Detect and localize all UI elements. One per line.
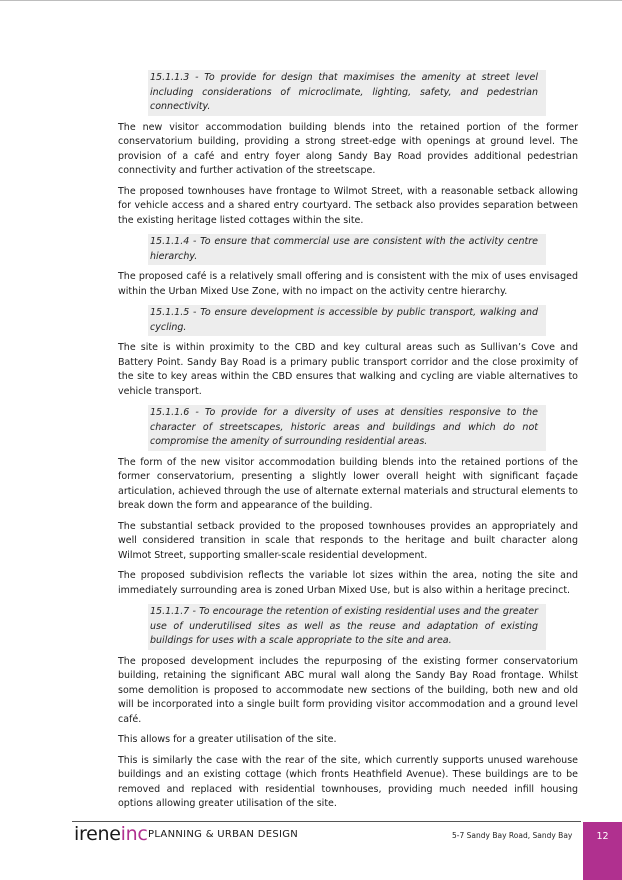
page-number: 12 (583, 822, 622, 880)
brand-tagline: PLANNING & URBAN DESIGN (148, 829, 299, 840)
objective-15-1-1-4: 15.1.1.4 - To ensure that commercial use are consistent with the activity centre hierarchy. (148, 234, 546, 265)
paragraph: This allows for a greater utilisation of the site. (118, 734, 337, 745)
objective-15-1-1-6: 15.1.1.6 - To provide for a diversity of uses at densities responsive to the character of streetscapes, historic areas and buildings and which do not compromise the amenity of surrounding residential areas. (148, 405, 546, 451)
logo-text-inc: inc (120, 823, 148, 845)
paragraph: The form of the new visitor accommodation building blends into the retained portions of the former conservatorium, presenting a slightly lower overall height with significant façade articulation, achieved through the use of alternate external materials and structural elements to break down the form and appearance of the building. (118, 456, 578, 511)
logo-text-irene: irene (74, 823, 121, 845)
top-rule (0, 0, 622, 1)
paragraph: The new visitor accommodation building blends into the retained portion of the former conservatorium building, providing a strong street-edge with openings at ground level. The provision of a café and entry foyer along Sandy Bay Road provides additional pedestrian connectivity and further activation of the streetscape. (118, 121, 578, 176)
paragraph: This is similarly the case with the rear of the site, which currently supports unused warehouse buildings and an existing cottage (which fronts Heathfield Avenue). These buildings are to be removed and replaced with residential townhouses, providing much needed infill housing options allowing greater utilisation of the site. (118, 754, 578, 809)
paragraph: The site is within proximity to the CBD and key cultural areas such as Sullivan’s Cove and Battery Point. Sandy Bay Road is a primary public transport corridor and the close proximity of the site to key areas within the CBD ensures that walking and cycling are viable alternatives to vehicle transport. (118, 342, 578, 397)
paragraph: The proposed development includes the repurposing of the existing former conservatorium building, retaining the significant ABC mural wall along the Sandy Bay Road frontage. Whilst some demolition is proposed to accommodate new sections of the building, both new and old will be incorporated into a single built form providing visitor accommodation and a ground level café. (118, 655, 578, 725)
objective-15-1-1-7: 15.1.1.7 - To encourage the retention of existing residential uses and the greater use of underutilised sites as well as the reuse and adaptation of existing buildings for uses with a scale appropriate to the site and area. (148, 604, 546, 650)
paragraph: The proposed townhouses have frontage to Wilmot Street, with a reasonable setback allowing for vehicle access and a shared entry courtyard. The setback also provides separation between the existing heritage listed cottages within the site. (118, 185, 578, 226)
objective-15-1-1-5: 15.1.1.5 - To ensure development is accessible by public transport, walking and cycling. (148, 305, 546, 336)
company-logo (74, 824, 147, 844)
footer-rule (72, 821, 581, 822)
document-body (118, 70, 578, 818)
paragraph: The proposed subdivision reflects the variable lot sizes within the area, noting the site and immediately surrounding area is zoned Urban Mixed Use, but is also within a heritage precinct. (118, 570, 578, 596)
paragraph: The proposed café is a relatively small offering and is consistent with the mix of uses envisaged within the Urban Mixed Use Zone, with no impact on the activity centre hierarchy. (118, 271, 578, 297)
objective-15-1-1-3: 15.1.1.3 - To provide for design that maximises the amenity at street level including considerations of microclimate, lighting, safety, and pedestrian connectivity. (148, 70, 546, 116)
paragraph: The substantial setback provided to the proposed townhouses provides an appropriately and well considered transition in scale that responds to the heritage and built character along Wilmot Street, supporting smaller-scale residential development. (118, 520, 578, 561)
site-address: 5-7 Sandy Bay Road, Sandy Bay (452, 831, 573, 840)
